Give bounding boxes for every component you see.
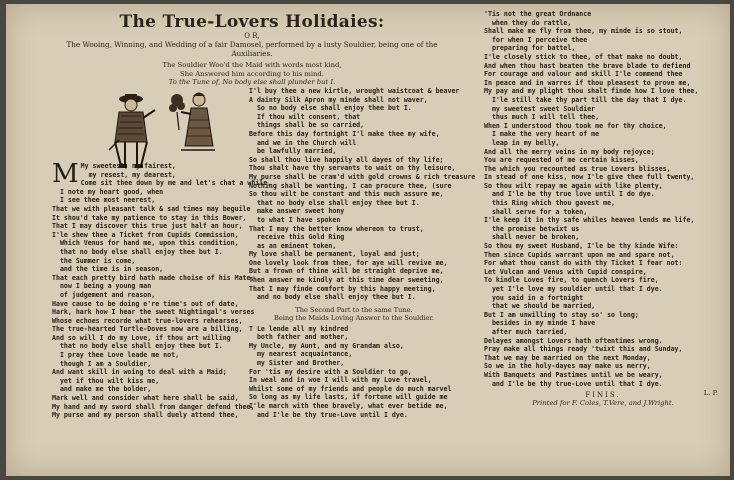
ballad-subtitle: The Wooing, Winning, and Wedding of a fair Damosel, performed by a lusty Souldier, being one of the Auxiliaries. — [66, 40, 438, 58]
verse-line: Delayes amongst Lovers hath oftentimes wrong. — [484, 336, 663, 345]
verse-line: that no body else shall enjoy thee but I. — [249, 198, 420, 207]
verse-line: my resest, my dearest, — [80, 170, 176, 179]
drop-cap-initial: M — [52, 159, 79, 189]
verse-line: And so will I do my Love, if thou art willing — [52, 333, 231, 342]
verse-line: and the time is in season, — [52, 265, 164, 274]
verse-line: I'le march with thee bravely, what ever betide me, — [249, 402, 448, 410]
verse-line: be lawfully married, — [249, 147, 337, 156]
verse-line: to what I have spoken — [249, 215, 341, 224]
left-column — [52, 10, 476, 420]
intro-line: She Answered him according to his mind. — [180, 69, 324, 78]
maid-woodcut — [169, 90, 217, 156]
verse-line: Then since Cupids warrant upon me and spare not, — [484, 250, 675, 259]
verse-line: One lovely look from thee, for aye will revive me, — [249, 258, 448, 267]
verse-line: Have cause to be doing e're time's out of date, — [52, 299, 239, 308]
soldier-woodcut — [107, 90, 157, 170]
verse-line: My pay and my plight thou shalt finde how I love thee, — [484, 87, 699, 96]
verse-line: In peace and in warres if thou pleasest to prove me, — [484, 78, 691, 87]
verse-line: I pray thee Love leade me not, — [52, 351, 180, 360]
verse-line: So shall thou live happily all dayes of thy life; — [249, 155, 444, 164]
verse-line: That I may discover this true just half an hour, — [52, 222, 243, 231]
verse-line: So thou wilt be constant and this much assure me, — [249, 190, 444, 199]
verse-line: That I may the better know whereon to trust, — [249, 224, 424, 233]
second-part-title: The Second Part to the same Tune. — [295, 305, 413, 314]
verse-line: Mark well and consider what here shall be said, — [52, 394, 239, 403]
verse-line: things shall be so carried, — [249, 121, 365, 130]
verse-line: In weal and in woe I will with my Love travel, — [249, 376, 432, 385]
verse-line: Come sit thee down by me and let's chat a while, — [80, 179, 272, 188]
verse-line: that we should be married, — [484, 302, 596, 311]
verse-line: and I'le be thy true-Love until that I dye. — [484, 379, 663, 388]
verse-line: when they do rattle, — [484, 18, 572, 27]
verse-line: and make me the bolder, — [52, 385, 152, 394]
ballad-title: The True-Lovers Holidaies: — [119, 12, 385, 32]
verse-line: Then answer me kindly at this time dear sweeting, — [249, 276, 444, 285]
verse-line: thus much I will tell thee, — [484, 113, 600, 122]
verse-line: So long as my life lasts, if fortune will guide me — [249, 393, 448, 402]
first-part-verses — [52, 159, 272, 420]
verse-line: Which Venus for hand me, upon this condition, — [52, 239, 239, 248]
verse-line: Let Vulcan and Venus with Cupid conspire, — [484, 267, 647, 276]
verse-line: For what thou canst do with thy Ticket I fear not: — [484, 259, 683, 268]
verse-line: I'le shew thee a Ticket from Cupids Commission, — [52, 230, 239, 239]
verse-line: And all the merry veins in my body rejoyce; — [484, 147, 655, 156]
verse-line: And when thou hast beaten the brave blade to defiend — [484, 61, 691, 70]
verse-line: receive this Gold Ring — [249, 233, 345, 242]
verse-line: And want skill in woing to deal with a Maid; — [52, 368, 227, 377]
intro-couplet — [52, 61, 452, 87]
verse-line: That we may be married on the next Monday, — [484, 353, 651, 362]
verse-line: and I'le be thy true-Love until I dye. — [249, 410, 408, 419]
verse-line: Whose echoes recorde what true-lovers rehearses, — [52, 316, 243, 325]
verse-line: yet I'le love my souldier until that I dye. — [484, 285, 663, 293]
second-part-subtitle: Being the Maids Loving Answer to the Souldier. — [274, 314, 434, 323]
verse-line: and I'le be thy true love until I do dye. — [484, 190, 655, 199]
verse-line: Nothing shall be wanting, I can procure thee, (sure — [249, 181, 452, 190]
verse-line: My sweetest, my fairest, — [80, 162, 176, 170]
verse-line: So no body else shall enjoy thee but I. — [249, 104, 412, 113]
verse-line: I'le still take thy part till the day that I dye. — [484, 95, 687, 104]
verse-line: this Ring which thou gavest me, — [484, 199, 616, 208]
verse-line: That we with pleasant talk & sad times may beguile — [52, 204, 251, 213]
verse-line: But a frown of thine will be straight deprive me, — [249, 267, 444, 276]
finis-label: FINIS. — [585, 391, 621, 400]
verse-line: My purse shall be cram'd with gold crowns & rich treasure — [249, 172, 476, 181]
verse-line: the promise betwixt us — [484, 224, 580, 233]
verse-line: I make the very heart of me — [484, 130, 600, 139]
verse-line: of judgement and reason, — [52, 290, 156, 299]
verse-line: make answer sweet hony — [249, 207, 345, 216]
verse-line: leap in my belly, — [484, 138, 560, 147]
verse-line: as an eminent token, — [249, 241, 337, 250]
verse-line: I see thee most neerest, — [52, 196, 156, 205]
verse-line: for when I perceive thee — [484, 35, 588, 44]
broadside-page — [6, 4, 730, 476]
verse-line: and no body else shall enjoy thee but I. — [249, 293, 416, 302]
verse-line: When I understood thou took me for thy choice, — [484, 121, 667, 130]
verse-line: With Banquets and Pastimes until we be weary, — [484, 370, 663, 379]
verse-line: Thou shalt have thy servants to wait on thy leisure, — [249, 164, 456, 173]
verse-line: I'le closely stick to thee, of that make no doubt, — [484, 52, 683, 61]
printer-imprint: Printed for F. Coles, T.Vere, and J.Wright. — [532, 399, 674, 408]
verse-line: both father and mother, — [249, 333, 349, 342]
verse-line: yet if thou wilt kiss me, — [52, 376, 160, 385]
author-initials: L. P. — [703, 389, 718, 398]
verse-line: T Le lende all my kindred — [249, 324, 349, 333]
verse-line: though I am a Souldier, — [52, 359, 152, 368]
verse-line: 'Tis not the great Ordnance — [484, 10, 592, 18]
verse-line: My purse and my person shall duely attend thee, — [52, 411, 239, 420]
verse-line: My love shall be permanent, loyal and just; — [249, 250, 420, 259]
verse-line: my nearest acquaintance, — [249, 350, 353, 359]
verse-line: That I may finde comfort by this happy meeting, — [249, 284, 436, 293]
title-or: O R, — [244, 32, 260, 40]
verse-line: In stead of one kiss, now I'le give thee full twenty, — [484, 173, 695, 182]
verse-line: To kindle Loves fire, to quench Lovers fire, — [484, 276, 659, 285]
verse-line: It shou'd take my patience to stay in this Bower, — [52, 213, 247, 222]
verse-line: Whilst some of my friends and people do much marvel — [249, 384, 452, 393]
middle-verses — [249, 87, 476, 419]
verse-line: If thou wilt consent, that — [249, 112, 361, 121]
verse-line: The which you recounted as true Lovers blisses, — [484, 164, 671, 173]
verse-line: that no body else shall enjoy thee but I. — [52, 247, 223, 256]
verse-line: Shall make me fly from thee, my minde is so stout, — [484, 27, 683, 36]
verse-line: But I am unwilling to stay so' so long; — [484, 310, 639, 319]
verse-line: my sweetest sweet Souldier — [484, 104, 596, 113]
verse-line: now I being a young man — [52, 282, 152, 291]
verse-line: Hark, hark how I hear the sweet Nightingal's verses — [52, 308, 255, 317]
verse-line: preparing for battel, — [484, 44, 576, 53]
verse-line: you said in a fortnight — [484, 293, 584, 302]
verse-line: shall serve for a token, — [484, 207, 588, 216]
verse-line: I note my heart good, when — [52, 187, 164, 196]
verse-line: that no body else shall enjoy thee but I. — [52, 342, 223, 351]
right-column — [484, 10, 722, 407]
verse-line: A dainty Silk Apron my minde shall not waver, — [249, 95, 428, 104]
tune-line: To the Tune of, No body else shall plunder but I. — [168, 78, 336, 86]
verse-line: after much tarried, — [484, 327, 568, 336]
verse-line: For 'tis my desire with a Souldier to go, — [249, 367, 412, 376]
verse-line: So thou my sweet Husband, I'le be thy kinde Wife: — [484, 242, 679, 251]
verse-line: Pray make all things ready 'twixt this and Sunday, — [484, 345, 683, 354]
verse-line: That each pretty bird hath made choise of his Mate, — [52, 273, 255, 282]
verse-line: and we in the Church will — [249, 138, 357, 147]
verse-line: For courage and valour and skill I'le commend thee — [484, 70, 683, 79]
intro-line: The Souldier Woo'd the Maid with words most kind, — [162, 61, 342, 69]
verse-line: The true-hearted Turtle-Doves now are a billing, — [52, 325, 243, 334]
verse-line: Before this day fortnight I'l make thee my wife, — [249, 129, 440, 138]
verse-line: the Summer is come, — [52, 256, 136, 265]
verse-line: shall never be broken, — [484, 233, 580, 242]
woodcut-illustrations — [107, 90, 217, 172]
verse-line: I'le keep it in thy safe whiles heaven lends me life, — [484, 216, 695, 225]
verse-line: My Uncle, my Aunt, and my Grandam also, — [249, 341, 404, 350]
verse-line: besides in my minde I have — [484, 319, 596, 328]
verse-line: You are requested of me certain kisses, — [484, 156, 639, 165]
verse-line: So we in the holy-dayes may make us merry, — [484, 362, 651, 371]
verse-line: my Sister and Brother, — [249, 359, 345, 368]
verse-line: My hand and my sword shall from danger defend thee, — [52, 402, 255, 411]
verse-line: I'l buy thee a new kirtle, wrought waistcoat & beaver — [249, 87, 460, 95]
second-part-heading — [249, 306, 459, 323]
verse-line: So thou wilt repay me again with like plenty, — [484, 181, 663, 190]
